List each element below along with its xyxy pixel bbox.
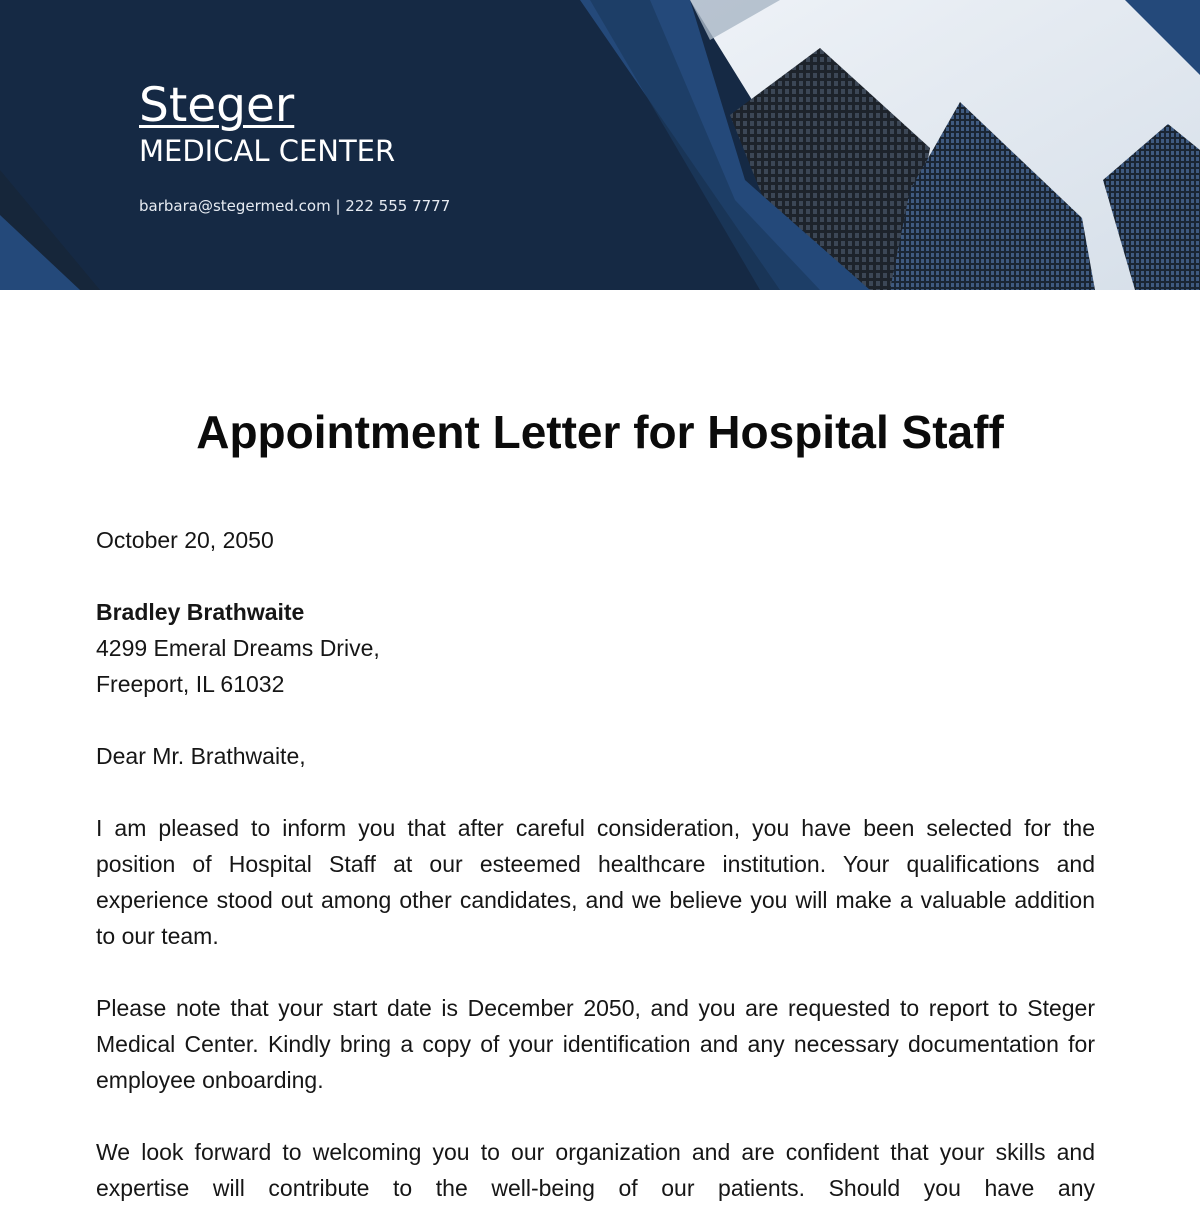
brand-subtitle: MEDICAL CENTER bbox=[139, 134, 396, 168]
document-title: Appointment Letter for Hospital Staff bbox=[196, 406, 1004, 458]
brand-name: Steger bbox=[139, 78, 295, 133]
recipient-name: Bradley Brathwaite bbox=[96, 599, 305, 625]
paragraph: Please note that your start date is December 2050, and you are requested to report to Steger Medical Center. Kindly bring a copy of your identification and any necessary documentation for employee onboarding. bbox=[96, 995, 1095, 1093]
letter-date: October 20, 2050 bbox=[96, 527, 274, 553]
paragraph: I am pleased to inform you that after careful consideration, you have been selected for the position of Hospital Staff at our esteemed healthcare institution. Your qualifications and experience stood out among other candidates, and we believe you will make a valuable addition to our team. bbox=[96, 815, 1095, 949]
letter-body bbox=[96, 522, 1095, 1206]
contact-info: barbara@stegermed.com | 222 555 7777 bbox=[139, 197, 451, 215]
recipient-address-line2: Freeport, IL 61032 bbox=[96, 671, 285, 697]
salutation: Dear Mr. Brathwaite, bbox=[96, 743, 306, 769]
brand-block bbox=[139, 80, 450, 215]
paragraph: We look forward to welcoming you to our organization and are confident that your skills and expertise will contribute to the well-being of our patients. Should you have any bbox=[96, 1139, 1095, 1201]
letterhead-banner bbox=[0, 0, 1200, 290]
recipient-address-line1: 4299 Emeral Dreams Drive, bbox=[96, 635, 380, 661]
